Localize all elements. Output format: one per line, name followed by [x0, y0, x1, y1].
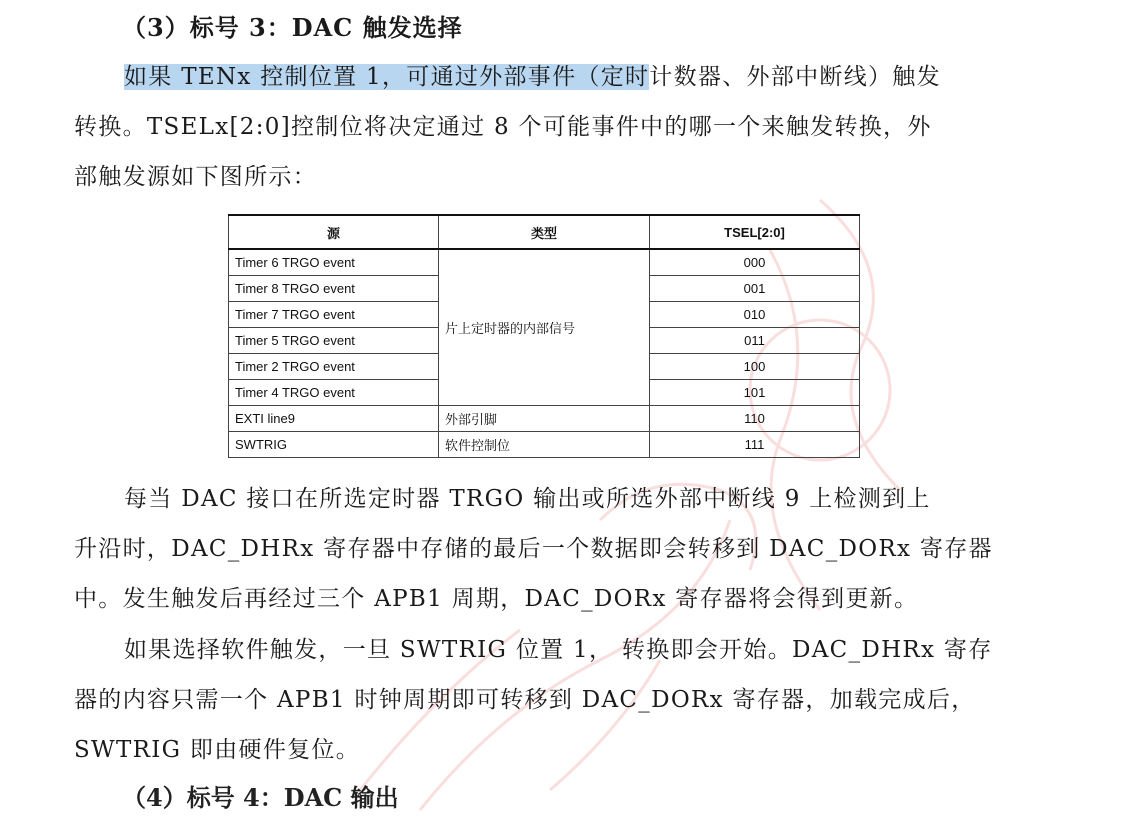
header-source: 源 — [229, 215, 439, 249]
table-row — [229, 406, 860, 432]
cell-type: 外部引脚 — [439, 406, 650, 432]
cell-type-merged: 片上定时器的内部信号 — [439, 249, 650, 406]
cell-tsel: 000 — [650, 249, 860, 276]
cell-tsel: 100 — [650, 354, 860, 380]
next-section-heading: （4）标号 4：DAC 输出 — [122, 783, 399, 812]
trigger-source-table — [228, 214, 860, 458]
cell-type: 软件控制位 — [439, 432, 650, 458]
cell-source: Timer 8 TRGO event — [229, 276, 439, 302]
intro-line-1: 如果 TENx 控制位置 1，可通过外部事件（定时计数器、外部中断线）触发 — [124, 64, 941, 90]
selected-text[interactable]: 如果 TENx 控制位置 1，可通过外部事件（定时 — [124, 64, 650, 90]
cell-tsel: 011 — [650, 328, 860, 354]
software-line-3: SWTRIG 即由硬件复位。 — [74, 737, 361, 763]
trigger-paragraph — [74, 474, 993, 624]
trigger-line-1: 每当 DAC 接口在所选定时器 TRGO 输出或所选外部中断线 9 上检测到上 — [124, 486, 931, 512]
table-row — [229, 432, 860, 458]
header-type: 类型 — [439, 215, 650, 249]
section-heading: （3）标号 3：DAC 触发选择 — [122, 13, 463, 42]
software-trigger-paragraph — [74, 625, 993, 775]
cell-source: SWTRIG — [229, 432, 439, 458]
cell-tsel: 001 — [650, 276, 860, 302]
cell-tsel: 110 — [650, 406, 860, 432]
cell-source: Timer 2 TRGO event — [229, 354, 439, 380]
cell-tsel: 010 — [650, 302, 860, 328]
cell-source: EXTI line9 — [229, 406, 439, 432]
header-tsel: TSEL[2:0] — [650, 215, 860, 249]
software-line-2: 器的内容只需一个 APB1 时钟周期即可转移到 DAC_DORx 寄存器，加载完成后， — [74, 687, 976, 713]
trigger-line-2: 升沿时，DAC_DHRx 寄存器中存储的最后一个数据即会转移到 DAC_DORx 寄存器 — [74, 536, 993, 562]
cell-tsel: 101 — [650, 380, 860, 406]
cell-source: Timer 5 TRGO event — [229, 328, 439, 354]
table-header-row — [229, 215, 860, 249]
intro-line-2: 转换。TSELx[2:0]控制位将决定通过 8 个可能事件中的哪一个来触发转换，外 — [74, 114, 932, 140]
intro-line-3: 部触发源如下图所示： — [74, 164, 317, 190]
cell-source: Timer 7 TRGO event — [229, 302, 439, 328]
trigger-line-3: 中。发生触发后再经过三个 APB1 周期，DAC_DORx 寄存器将会得到更新。 — [74, 586, 919, 612]
cell-source: Timer 6 TRGO event — [229, 249, 439, 276]
intro-paragraph — [74, 52, 974, 202]
cell-source: Timer 4 TRGO event — [229, 380, 439, 406]
table-row — [229, 249, 860, 276]
cell-tsel: 111 — [650, 432, 860, 458]
software-line-1: 如果选择软件触发，一旦 SWTRIG 位置 1， 转换即会开始。DAC_DHRx 寄存 — [124, 637, 993, 663]
